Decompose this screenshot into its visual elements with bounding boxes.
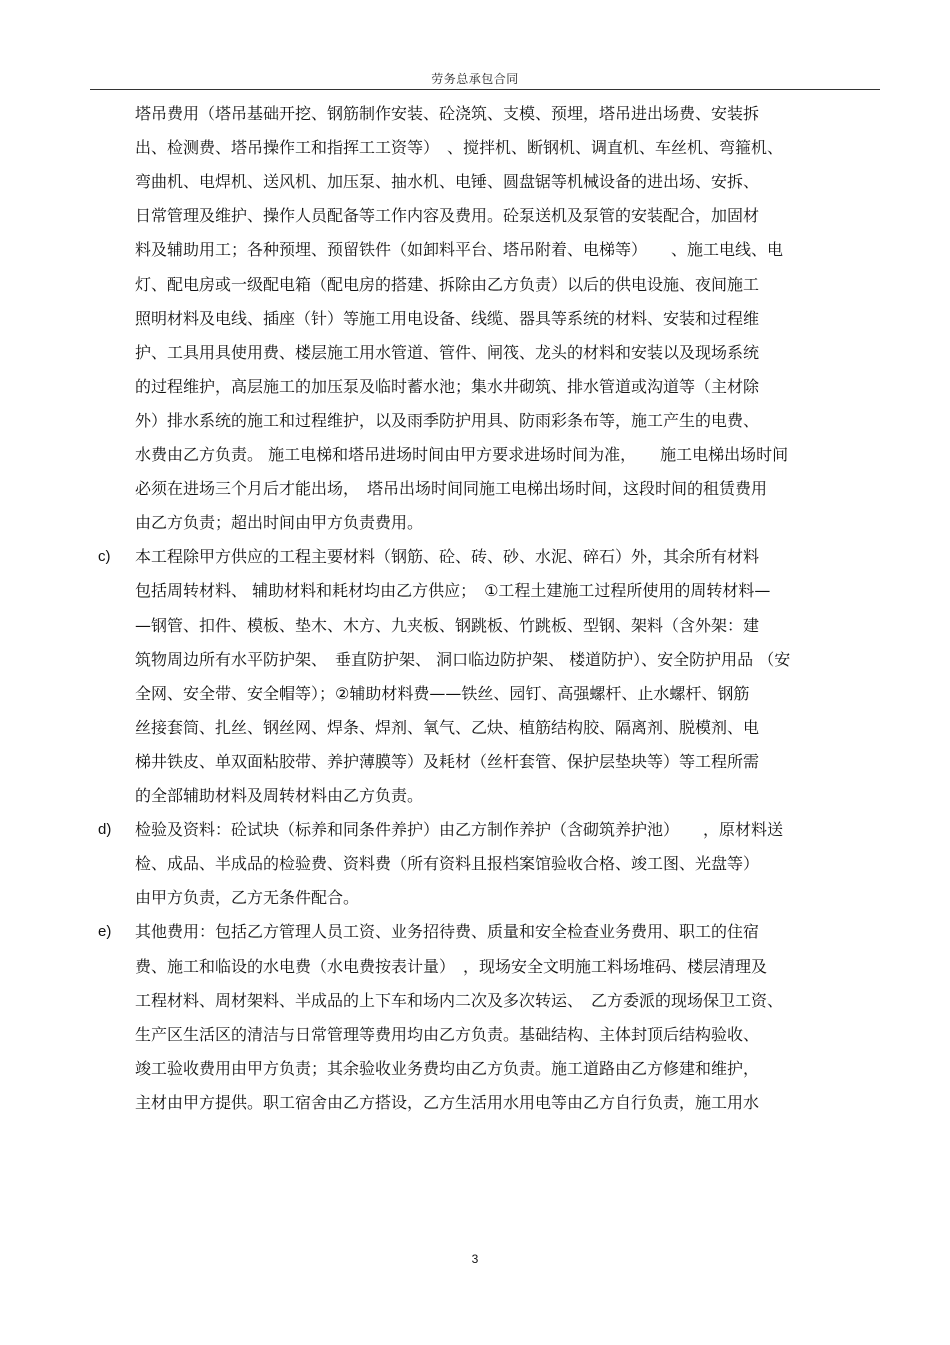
text-line: 由甲方负责，乙方无条件配合。 [135, 888, 360, 908]
text-line: 筑物周边所有水平防护架、 垂直防护架、 洞口临边防护架、 楼道防护）、安全防护用品 （安 [135, 649, 791, 669]
text-line: 主材由甲方提供。职工宿舍由乙方搭设，乙方生活用水用电等由乙方自行负责，施工用水 [135, 1092, 760, 1112]
text-line: 必须在进场三个月后才能出场， 塔吊出场时间同施工电梯出场时间，这段时间的租赁费用 [135, 479, 768, 499]
page-header-title: 劳务总承包合同 [431, 72, 519, 86]
text-line: 检验及资料：砼试块（标养和同条件养护）由乙方制作养护（含砌筑养护池） ，原材料送 [135, 820, 784, 840]
text-line: 的过程维护，高层施工的加压泵及临时蓄水池；集水井砌筑、排水管道或沟道等（主材除 [135, 376, 760, 396]
text-line: 灯、配电房或一级配电箱（配电房的搭建、拆除由乙方负责）以后的供电设施、夜间施工 [135, 274, 760, 294]
text-line: 塔吊费用（塔吊基础开挖、钢筋制作安装、砼浇筑、支模、预埋，塔吊进出场费、安装拆 [135, 104, 760, 123]
text-line: 外）排水系统的施工和过程维护，以及雨季防护用具、防雨彩条布等，施工产生的电费、 [135, 410, 760, 430]
text-line: 包括周转材料、 辅助材料和耗材均由乙方供应； ①工程土建施工过程所使用的周转材料— [135, 581, 771, 601]
text-line: 工程材料、周材架料、半成品的上下车和场内二次及多次转运、 乙方委派的现场保卫工资、 [135, 990, 784, 1010]
text-line: 出、检测费、塔吊操作工和指挥工工资等） 、搅拌机、断钢机、调直机、车丝机、弯箍机、 [135, 138, 784, 158]
text-line: 其他费用：包括乙方管理人员工资、业务招待费、质量和安全检查业务费用、职工的住宿 [135, 922, 760, 942]
text-line: 生产区生活区的清洁与日常管理等费用均由乙方负责。基础结构、主体封顶后结构验收、 [135, 1024, 760, 1044]
header-rule [90, 89, 880, 90]
text-line: 护、工具用具使用费、楼层施工用水管道、管件、闸筏、龙头的材料和安装以及现场系统 [135, 342, 760, 362]
text-line: 弯曲机、电焊机、送风机、加压泵、抽水机、电锤、圆盘锯等机械设备的进出场、安拆、 [135, 172, 760, 192]
text-line: 竣工验收费用由甲方负责；其余验收业务费均由乙方负责。施工道路由乙方修建和维护， [135, 1058, 760, 1078]
text-line: 水费由乙方负责。 施工电梯和塔吊进场时间由甲方要求进场时间为准， 施工电梯出场时间 [135, 445, 789, 464]
text-line: 本工程除甲方供应的工程主要材料（钢筋、砼、砖、砂、水泥、碎石）外，其余所有材料 [135, 547, 760, 567]
list-marker: e) [98, 923, 112, 941]
text-line: 料及辅助用工；各种预埋、预留铁件（如卸料平台、塔吊附着、电梯等） 、施工电线、电 [135, 240, 784, 260]
page-number: 3 [471, 1252, 479, 1266]
text-line: 费、施工和临设的水电费（水电费按表计量） ，现场安全文明施工料场堆码、楼层清理及 [135, 956, 768, 976]
text-line: 梯井铁皮、单双面粘胶带、养护薄膜等）及耗材（丝杆套管、保护层垫块等）等工程所需 [135, 751, 760, 771]
text-line: 日常管理及维护、操作人员配备等工作内容及费用。砼泵送机及泵管的安装配合，加固材 [135, 206, 760, 226]
text-line: 丝接套筒、扎丝、钢丝网、焊条、焊剂、氧气、乙炔、植筋结构胶、隔离剂、脱模剂、电 [135, 717, 760, 737]
text-line: 照明材料及电线、插座（针）等施工用电设备、线缆、器具等系统的材料、安装和过程维 [135, 308, 760, 328]
list-marker: c) [98, 548, 111, 566]
text-line: 检、成品、半成品的检验费、资料费（所有资料且报档案馆验收合格、竣工图、光盘等） [135, 854, 760, 874]
text-line: 全网、安全带、安全帽等）；②辅助材料费——铁丝、园钉、高强螺杆、止水螺杆、钢筋 [135, 683, 750, 703]
text-line: 由乙方负责；超出时间由甲方负责费用。 [135, 513, 424, 533]
list-marker: d) [98, 821, 112, 839]
text-line: 的全部辅助材料及周转材料由乙方负责。 [135, 786, 424, 805]
text-line: —钢管、扣件、模板、垫木、木方、九夹板、钢跳板、竹跳板、型钢、架料（含外架：建 [135, 615, 760, 635]
